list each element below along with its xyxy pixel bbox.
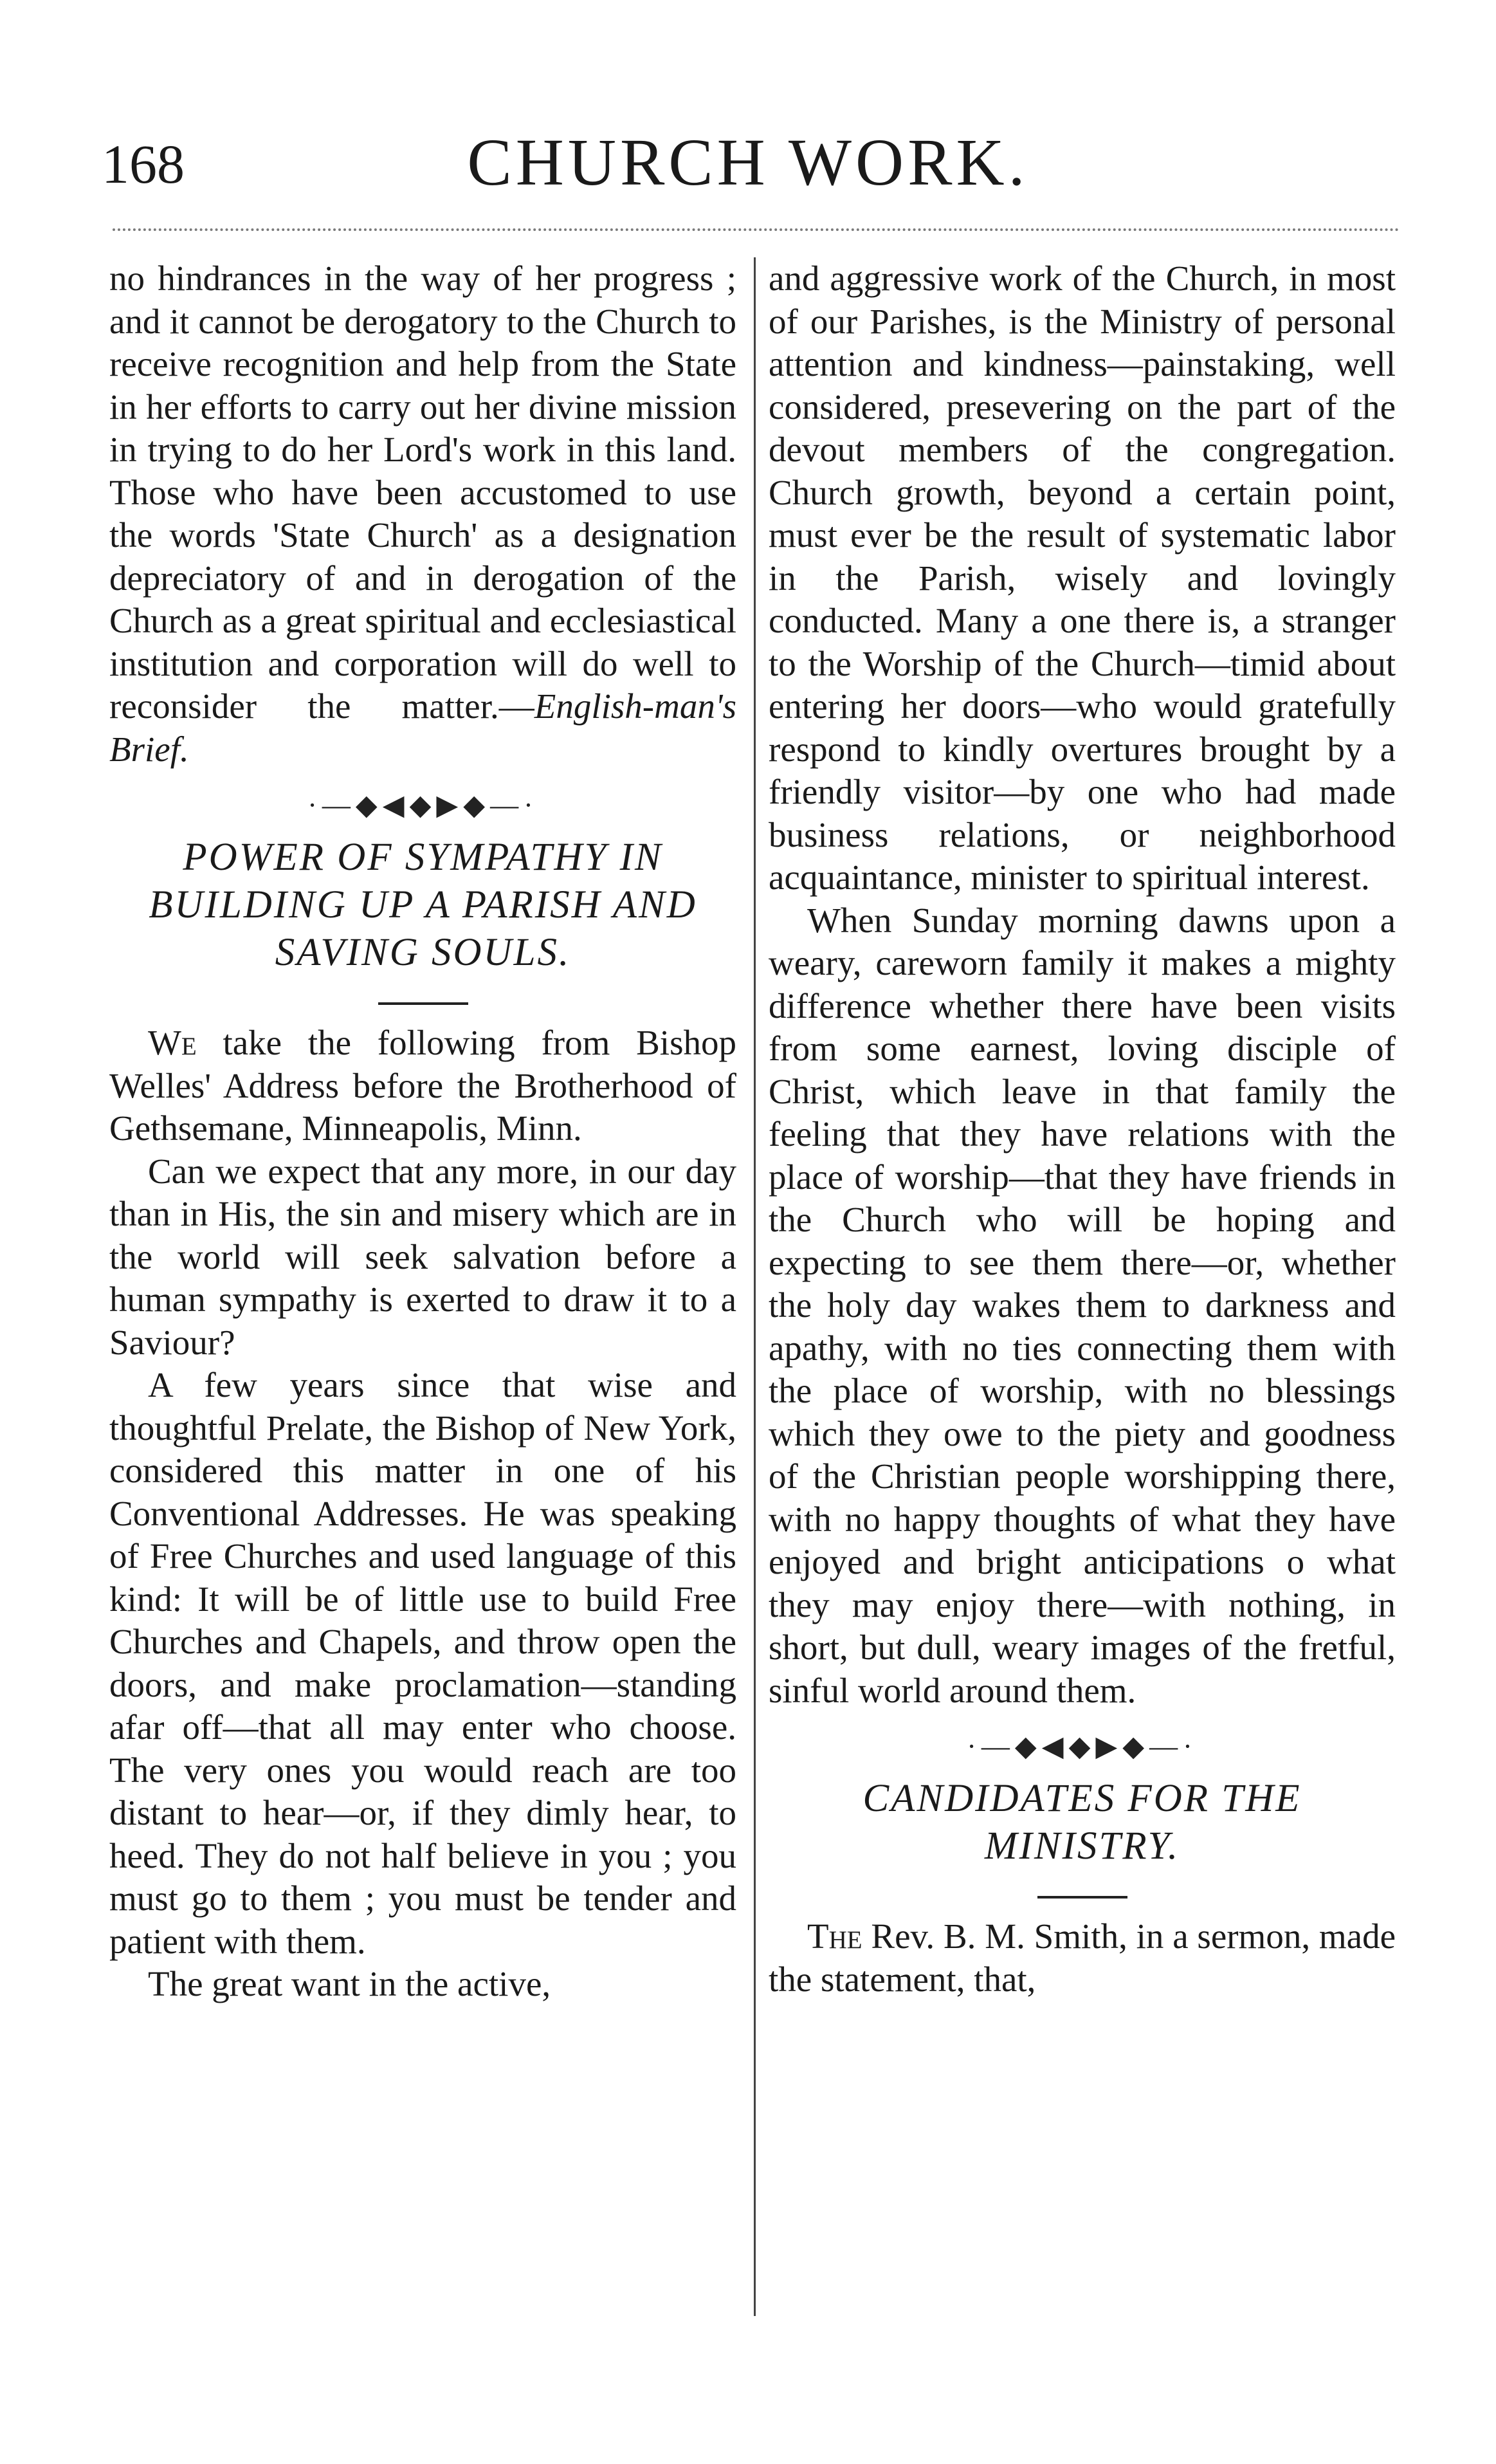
paragraph: The great want in the active, <box>148 1964 551 2003</box>
article-heading: POWER OF SYMPATHY IN BUILDING UP A PARISH AND SAVING SOULS. <box>149 836 697 974</box>
paragraph-text: no hindrances in the way of her progress ; and it cannot be derogatory to the Church to receive recognition and help from the State in her efforts to carry out her divine mission in trying to do her Lord's work in this land. Those who have been accustomed to use the words 'State Church' as a designation depreciatory of and in derogation of the Church as a great spiritual and ecclesiastical institution and corporation will do well to reconsider the matter.— <box>109 259 736 726</box>
column-divider <box>754 257 756 2316</box>
paragraph: and aggressive work of the Church, in most of our Parishes, is the Ministry of personal attention and kindness—painstaking, well considered, presevering on the part of the devout members of the congregation. Church growth, beyond a certain point, must ever be the result of systematic labor in the Parish, wisely and lovingly conducted. Many a one there is, a stranger to the Worship of the Church—timid about entering her doors—who would gratefully respond to kindly overtures brought by a friendly visitor—by one who had made business relations, or neighborhood acquaintance, minister to spiritual interest. <box>769 259 1396 897</box>
page-number: 168 <box>102 133 185 195</box>
header-rule <box>113 228 1400 231</box>
dropcap-word: The <box>807 1917 862 1956</box>
section-ornament: ·—◆◀◆▶◆—· <box>307 789 538 821</box>
section-ornament: ·—◆◀◆▶◆—· <box>967 1731 1198 1762</box>
paragraph-text: Rev. B. M. Smith, in a sermon, made the statement, that, <box>769 1917 1396 1999</box>
heading-rule <box>1037 1896 1127 1899</box>
page-header <box>0 119 1496 216</box>
right-column <box>769 257 1396 2001</box>
paragraph <box>769 1915 1396 2001</box>
paragraph: A few years since that wise and thoughtful Prelate, the Bishop of New York, considered this matter in one of his Conventional Addresses. He was speaking of Free Churches and used language of this kind: It will be of little use to build Free Churches and Chapels, and throw open the doors, and make proclamation—standing afar off—that all may enter who choose. The very ones you would reach are too distant to hear—or, if they dimly hear, to heed. They do not half believe in you ; you must go to them ; you must be tender and patient with them. <box>109 1365 736 1961</box>
source-citation: English-man's Brief. <box>109 686 736 769</box>
paragraph: Can we expect that any more, in our day than in His, the sin and misery which are in the world will seek salvation before a human sympathy is exerted to draw it to a Saviour? <box>109 1151 736 1362</box>
article-heading: CANDIDATES FOR THE MINISTRY. <box>862 1777 1302 1868</box>
heading-rule <box>378 1002 468 1005</box>
paragraph <box>109 257 736 771</box>
paragraph: When Sunday morning dawns upon a weary, careworn family it makes a mighty difference whether there have been visits from some earnest, loving disciple of Christ, which leave in that family the feeling that they have relations with the place of worship—that they have friends in the Church who will be hoping and expecting to see them there—or, whether the holy day wakes them to darkness and apathy, with no ties connecting them with the place of worship, with no blessings which they owe to the piety and goodness of the Christian people worshipping there, with no happy thoughts of what they have enjoyed and bright anticipations o what they may enjoy there—with nothing, in short, but dull, weary images of the fretful, sinful world around them. <box>769 900 1396 1710</box>
running-title: CHURCH WORK. <box>467 125 1029 199</box>
left-column <box>109 257 736 2006</box>
dropcap-word: We <box>148 1023 197 1062</box>
paragraph-text: take the following from Bishop Welles' Address before the Brotherhood of Gethsemane, Minneapolis, Minn. <box>109 1023 736 1148</box>
paragraph <box>109 1022 736 1150</box>
